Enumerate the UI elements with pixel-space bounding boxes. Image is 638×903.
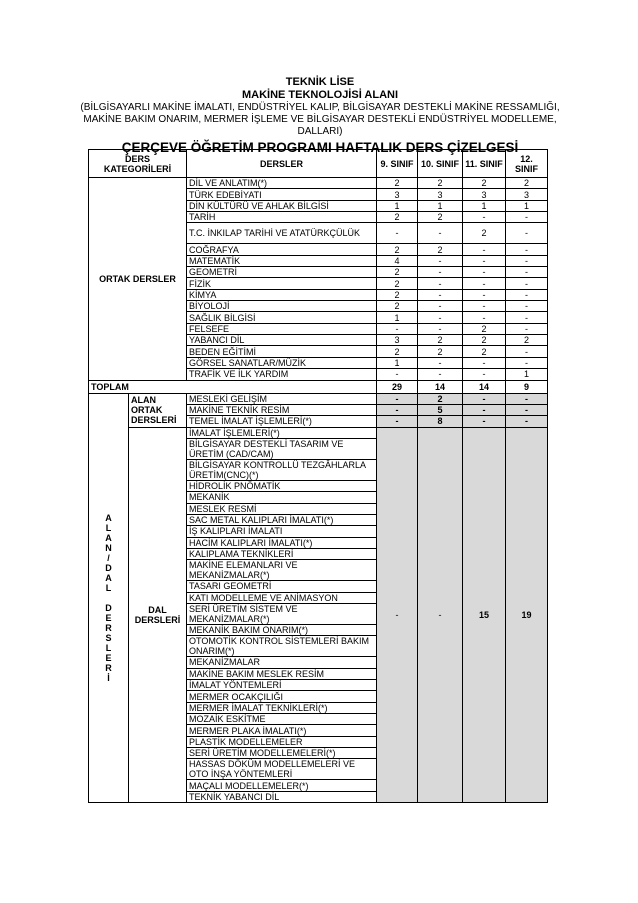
vertical-letter: A — [105, 572, 112, 583]
hours-g9: 1 — [377, 200, 418, 211]
vertical-letter: R — [105, 622, 112, 633]
hours-g11: - — [463, 289, 506, 300]
course-name: MERMER PLAKA İMALATI(*) — [187, 725, 377, 736]
course-name: COĞRAFYA — [187, 244, 377, 255]
course-name: MEKANİZMALAR — [187, 657, 377, 668]
course-name: OTOMOTİK KONTROL SİSTEMLERİ BAKIM ONARIM(*) — [187, 636, 377, 657]
hours-g10: - — [418, 323, 463, 334]
hours-g10: 2 — [418, 244, 463, 255]
course-name: TEMEL İMALAT İŞLEMLERİ(*) — [187, 416, 377, 427]
hours-g9: 2 — [377, 212, 418, 223]
hours-g12: - — [506, 278, 548, 289]
hours-g12: 2 — [506, 335, 548, 346]
header-grade-12: 12. SINIF — [506, 150, 548, 178]
hours-g11: - — [463, 212, 506, 223]
hours-g11: - — [463, 278, 506, 289]
course-name: SERİ ÜRETİM MODELLEMELERİ(*) — [187, 748, 377, 759]
header-courses: DERSLER — [187, 150, 377, 178]
header-grade-9: 9. SINIF — [377, 150, 418, 178]
category-dal-dersleri: DAL DERSLERİ — [129, 427, 187, 803]
hours-g12: 1 — [506, 369, 548, 380]
hours-g9: - — [377, 223, 418, 244]
table-header-row — [89, 150, 548, 178]
course-name: KATI MODELLEME VE ANİMASYON — [187, 592, 377, 603]
hours-g11: - — [463, 404, 506, 415]
hours-g10: - — [418, 289, 463, 300]
course-name: HACİM KALIPLARI İMALATI(*) — [187, 537, 377, 548]
course-name: MAÇALI MODELLEMELER(*) — [187, 780, 377, 791]
vertical-letter: / — [107, 552, 110, 563]
hours-g11: - — [463, 244, 506, 255]
course-name: T.C. İNKILAP TARİHİ VE ATATÜRKÇÜLÜK — [187, 223, 377, 244]
weekly-course-schedule-table — [88, 149, 548, 803]
total-label: TOPLAM — [89, 380, 377, 393]
hours-g12: - — [506, 223, 548, 244]
hours-g10: 1 — [418, 200, 463, 211]
course-name: MERMER OCAKÇILIĞI — [187, 691, 377, 702]
hours-g12: 2 — [506, 178, 548, 189]
hours-g12: - — [506, 323, 548, 334]
hours-g11: 2 — [463, 335, 506, 346]
hours-g12: 1 — [506, 200, 548, 211]
schedule-table-body — [89, 150, 548, 803]
hours-g9: - — [377, 416, 418, 427]
category-ortak-dersler: ORTAK DERSLER — [89, 178, 187, 381]
total-row — [89, 380, 548, 393]
course-name: İMALAT YÖNTEMLERİ — [187, 680, 377, 691]
course-name: GÖRSEL SANATLAR/MÜZİK — [187, 357, 377, 368]
course-name: SERİ ÜRETİM SİSTEM VE MEKANİZMALAR(*) — [187, 603, 377, 624]
course-name: BİLGİSAYAR KONTROLLÜ TEZGÂHLARLA ÜRETİM(CNC)(*) — [187, 459, 377, 480]
vertical-letter: L — [105, 522, 112, 533]
course-name: MAKİNE TEKNİK RESİM — [187, 404, 377, 415]
hours-g10: 8 — [418, 416, 463, 427]
hours-g9: - — [377, 404, 418, 415]
course-name: KALIPLAMA TEKNİKLERİ — [187, 548, 377, 559]
hours-g11: - — [463, 357, 506, 368]
vertical-letter: E — [105, 612, 112, 623]
course-name: TARİH — [187, 212, 377, 223]
course-name: DİN KÜLTÜRÜ VE AHLAK BİLGİSİ — [187, 200, 377, 211]
course-name: KİMYA — [187, 289, 377, 300]
course-name: MAKİNE BAKIM MESLEK RESİM — [187, 668, 377, 679]
vertical-letter: A — [105, 512, 112, 523]
hours-g10: 2 — [418, 212, 463, 223]
hours-g9: 3 — [377, 189, 418, 200]
hours-g11: 2 — [463, 178, 506, 189]
hours-g10: 2 — [418, 178, 463, 189]
hours-g10: - — [418, 357, 463, 368]
course-name: MATEMATİK — [187, 255, 377, 266]
vertical-letter: İ — [107, 672, 110, 683]
schedule-title: ÇERÇEVE ÖĞRETİM PROGRAMI HAFTALIK DERS ÇİZELGESİ — [121, 140, 519, 155]
hours-g12: - — [506, 346, 548, 357]
hours-g11: 3 — [463, 189, 506, 200]
total-g12: 9 — [506, 380, 548, 393]
hours-g12: - — [506, 416, 548, 427]
hours-g10: 5 — [418, 404, 463, 415]
course-name: FELSEFE — [187, 323, 377, 334]
school-title: TEKNİK LİSE — [285, 76, 355, 88]
hours-g10: - — [418, 312, 463, 323]
course-name: HASSAS DÖKÜM MODELLEMELERİ VE OTO İNŞA YÖNTEMLERİ — [187, 759, 377, 780]
vertical-letter: L — [105, 582, 112, 593]
hours-g10: - — [418, 278, 463, 289]
vertical-letter: E — [105, 652, 112, 663]
hours-g12: - — [506, 255, 548, 266]
hours-g12: - — [506, 212, 548, 223]
hours-g12: - — [506, 301, 548, 312]
vertical-letter: R — [105, 662, 112, 673]
hours-g10: 3 — [418, 189, 463, 200]
branches-subtitle: (BİLGİSAYARLI MAKİNE İMALATI, ENDÜSTRİYEL KALIP, BİLGİSAYAR DESTEKLİ MAKİNE RESSAMLIĞI, MAKİNE BAKIM ONARIM, MERMER İŞLEME VE BİLGİSAYAR DESTEKLİ ENDÜSTRİYEL MODELLEME, DALLARI) — [80, 102, 560, 137]
course-name: İMALAT İŞLEMLERİ(*) — [187, 427, 377, 438]
dal-hours-g12: 19 — [506, 427, 548, 803]
total-g9: 29 — [377, 380, 418, 393]
hours-g10: 2 — [418, 393, 463, 404]
hours-g9: 2 — [377, 178, 418, 189]
hours-g10: 2 — [418, 335, 463, 346]
field-title: MAKİNE TEKNOLOJİSİ ALANI — [241, 89, 399, 101]
dal-hours-g11: 15 — [463, 427, 506, 803]
table-row — [89, 393, 548, 404]
header-grade-11: 11. SINIF — [463, 150, 506, 178]
hours-g10: - — [418, 369, 463, 380]
total-g11: 14 — [463, 380, 506, 393]
course-name: MOZAİK ESKİTME — [187, 714, 377, 725]
dal-hours-g10: - — [418, 427, 463, 803]
hours-g11: 1 — [463, 200, 506, 211]
hours-g9: 2 — [377, 278, 418, 289]
course-name: MERMER İMALAT TEKNİKLERİ(*) — [187, 702, 377, 713]
hours-g11: - — [463, 369, 506, 380]
hours-g9: 1 — [377, 312, 418, 323]
course-name: MAKİNE ELEMANLARI VE MEKANİZMALAR(*) — [187, 560, 377, 581]
hours-g11: - — [463, 416, 506, 427]
hours-g10: 2 — [418, 346, 463, 357]
course-name: MEKANİK — [187, 492, 377, 503]
course-name: YABANCI DİL — [187, 335, 377, 346]
hours-g12: 3 — [506, 189, 548, 200]
hours-g9: 2 — [377, 244, 418, 255]
hours-g10: - — [418, 301, 463, 312]
category-alan-dal-dersleri — [89, 393, 129, 803]
course-name: MEKANİK BAKIM ONARIM(*) — [187, 624, 377, 635]
course-name: BİYOLOJİ — [187, 301, 377, 312]
course-name: BEDEN EĞİTİMİ — [187, 346, 377, 357]
course-name: HİDROLİK PNÖMATİK — [187, 480, 377, 491]
dal-hours-g9: - — [377, 427, 418, 803]
hours-g10: - — [418, 267, 463, 278]
vertical-letter: D — [105, 602, 112, 613]
course-name: TEKNİK YABANCI DİL — [187, 791, 377, 802]
table-row — [89, 178, 548, 189]
hours-g12: - — [506, 312, 548, 323]
hours-g11: - — [463, 393, 506, 404]
hours-g10: - — [418, 223, 463, 244]
total-g10: 14 — [418, 380, 463, 393]
hours-g12: - — [506, 404, 548, 415]
vertical-letter — [91, 593, 126, 603]
course-name: PLASTİK MODELLEMELER — [187, 736, 377, 747]
hours-g12: - — [506, 393, 548, 404]
hours-g9: - — [377, 393, 418, 404]
hours-g9: 2 — [377, 301, 418, 312]
header-category: DERS KATEGORİLERİ — [89, 150, 187, 178]
category-alan-ortak-dersleri: ALAN ORTAK DERSLERİ — [129, 393, 187, 427]
course-name: MESLEK RESMİ — [187, 503, 377, 514]
hours-g12: - — [506, 267, 548, 278]
course-name: DİL VE ANLATIM(*) — [187, 178, 377, 189]
hours-g9: - — [377, 323, 418, 334]
course-name: TRAFİK VE İLK YARDIM — [187, 369, 377, 380]
course-name: MESLEKİ GELİŞİM — [187, 393, 377, 404]
course-name: SAĞLIK BİLGİSİ — [187, 312, 377, 323]
hours-g11: - — [463, 312, 506, 323]
document-header — [80, 76, 560, 156]
course-name: SAC METAL KALIPLARI İMALATI(*) — [187, 514, 377, 525]
hours-g9: 2 — [377, 346, 418, 357]
course-name: BİLGİSAYAR DESTEKLİ TASARIM VE ÜRETİM (CAD/CAM) — [187, 438, 377, 459]
course-name: İŞ KALIPLARI İMALATI — [187, 526, 377, 537]
course-name: FİZİK — [187, 278, 377, 289]
hours-g11: - — [463, 267, 506, 278]
course-name: GEOMETRİ — [187, 267, 377, 278]
hours-g9: - — [377, 369, 418, 380]
hours-g12: - — [506, 357, 548, 368]
hours-g10: - — [418, 255, 463, 266]
hours-g11: - — [463, 301, 506, 312]
hours-g11: 2 — [463, 223, 506, 244]
vertical-letter: L — [105, 642, 112, 653]
hours-g9: 4 — [377, 255, 418, 266]
hours-g9: 2 — [377, 289, 418, 300]
vertical-letter: A — [105, 532, 112, 543]
course-name: TÜRK EDEBİYATI — [187, 189, 377, 200]
table-row — [89, 427, 548, 438]
hours-g9: 3 — [377, 335, 418, 346]
hours-g12: - — [506, 244, 548, 255]
vertical-letter: S — [105, 632, 112, 643]
header-grade-10: 10. SINIF — [418, 150, 463, 178]
vertical-letter: N — [105, 542, 112, 553]
hours-g11: 2 — [463, 323, 506, 334]
vertical-letter: D — [105, 562, 112, 573]
hours-g9: 2 — [377, 267, 418, 278]
course-name: TASARI GEOMETRİ — [187, 581, 377, 592]
hours-g11: - — [463, 255, 506, 266]
hours-g11: 2 — [463, 346, 506, 357]
hours-g12: - — [506, 289, 548, 300]
hours-g9: 1 — [377, 357, 418, 368]
